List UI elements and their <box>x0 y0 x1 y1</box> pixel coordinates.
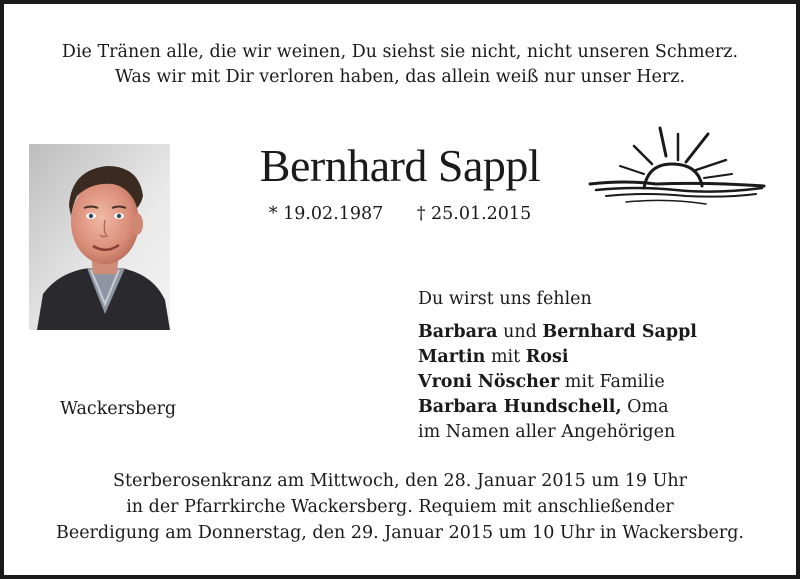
family-connector: Oma <box>621 397 669 417</box>
family-connector: mit Familie <box>559 372 665 392</box>
family-line <box>418 395 788 420</box>
service-line-3: Beerdigung am Donnerstag, den 29. Januar 2015 um 10 Uhr in Wackersberg. <box>55 523 744 543</box>
death-date: † 25.01.2015 <box>416 204 532 224</box>
place-name: Wackersberg <box>60 399 177 419</box>
verse <box>0 40 800 90</box>
family-line <box>418 320 788 345</box>
family-name-bold: Barbara Hundschell, <box>418 397 622 417</box>
portrait-photo <box>29 144 170 330</box>
service-line-1: Sterberosenkranz am Mittwoch, den 28. Januar 2015 um 19 Uhr <box>112 471 688 491</box>
deceased-name: Bernhard Sappl <box>259 140 541 191</box>
life-dates <box>200 203 600 225</box>
service-info <box>0 468 800 546</box>
family-connector: im Namen aller Angehörigen <box>418 422 676 442</box>
verse-line-2: Was wir mit Dir verloren haben, das allein weiß nur unser Herz. <box>114 67 686 87</box>
family-line <box>418 370 788 395</box>
family-lead: Du wirst uns fehlen <box>418 289 592 309</box>
birth-date: * 19.02.1987 <box>268 204 384 224</box>
verse-line-1: Die Tränen alle, die wir weinen, Du siehst sie nicht, nicht unseren Schmerz. <box>61 42 739 62</box>
family-block <box>418 287 788 445</box>
sunset-icon <box>586 124 770 214</box>
family-name-bold: Barbara <box>418 322 498 342</box>
family-line <box>418 345 788 370</box>
family-connector: und <box>497 322 543 342</box>
service-line-2: in der Pfarrkirche Wackersberg. Requiem mit anschließender <box>126 497 674 517</box>
portrait-photo-image <box>29 144 170 330</box>
family-name-bold: Bernhard Sappl <box>542 322 697 342</box>
family-name-bold: Martin <box>418 347 486 367</box>
family-connector: mit <box>485 347 526 367</box>
family-line <box>418 420 788 445</box>
family-name-bold: Vroni Nöscher <box>418 372 560 392</box>
family-name-bold: Rosi <box>525 347 569 367</box>
